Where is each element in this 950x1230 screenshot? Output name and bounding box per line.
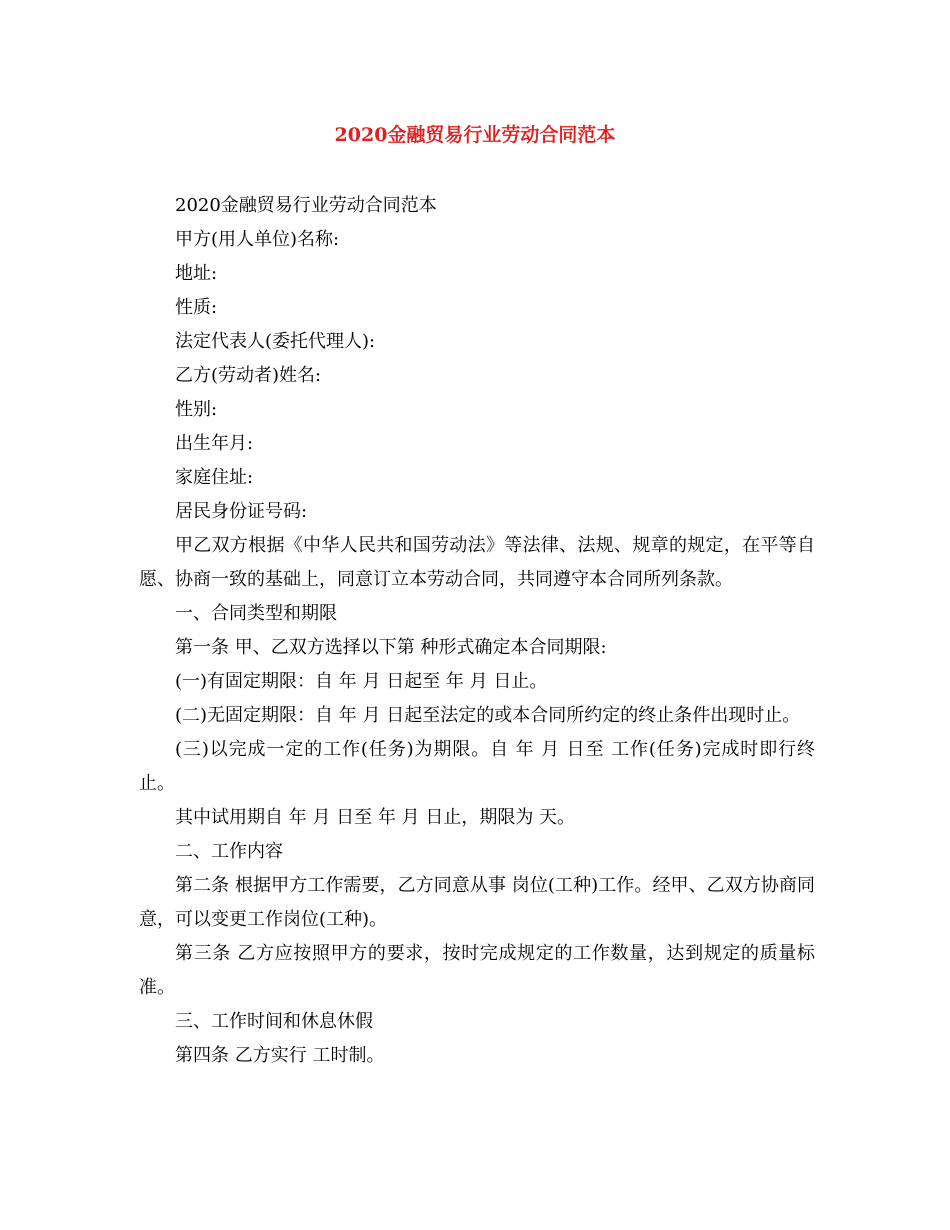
article-1-option-1: (一)有固定期限：自 年 月 日起至 年 月 日止。 <box>175 671 548 692</box>
article-4: 第四条 乙方实行 工时制。 <box>175 1045 385 1066</box>
paragraph-preamble: 甲乙双方根据《中华人民共和国劳动法》等法律、法规、规章的规定，在平等自愿、协商一致的基础上，同意订立本劳动合同，共同遵守本合同所列条款。 <box>139 535 815 590</box>
document-body <box>139 189 815 1073</box>
article-1-option-3: (三)以完成一定的工作(任务)为期限。自 年 月 日至 工作(任务)完成时即行终止。 <box>139 739 815 794</box>
section-heading-work-hours: 三、工作时间和休息休假 <box>175 1011 373 1032</box>
paragraph-id-number: 居民身份证号码: <box>175 501 308 522</box>
paragraph-probation: 其中试用期自 年 月 日至 年 月 日止，期限为 天。 <box>175 807 576 828</box>
article-2: 第二条 根据甲方工作需要，乙方同意从事 岗位(工种)工作。经甲、乙双方协商同意，可以变更工作岗位(工种)。 <box>139 875 815 930</box>
article-1-option-2: (二)无固定期限：自 年 月 日起至法定的或本合同所约定的终止条件出现时止。 <box>175 705 801 726</box>
paragraph-address: 地址: <box>175 263 218 284</box>
paragraph-employer-name: 甲方(用人单位)名称: <box>175 229 340 250</box>
paragraph-nature: 性质: <box>175 297 218 318</box>
paragraph-legal-representative: 法定代表人(委托代理人): <box>175 331 376 352</box>
paragraph-birth-date: 出生年月: <box>175 433 254 454</box>
paragraph-employee-name: 乙方(劳动者)姓名: <box>175 365 322 386</box>
article-3: 第三条 乙方应按照甲方的要求，按时完成规定的工作数量，达到规定的质量标准。 <box>139 943 815 998</box>
document-title: 2020金融贸易行业劳动合同范本 <box>334 124 616 146</box>
section-heading-contract-type: 一、合同类型和期限 <box>175 603 337 624</box>
paragraph-title-repeat: 2020金融贸易行业劳动合同范本 <box>175 195 437 216</box>
paragraph-gender: 性别: <box>175 399 218 420</box>
section-heading-work-content: 二、工作内容 <box>175 841 283 862</box>
article-1: 第一条 甲、乙双方选择以下第 种形式确定本合同期限: <box>175 637 607 658</box>
paragraph-home-address: 家庭住址: <box>175 467 254 488</box>
